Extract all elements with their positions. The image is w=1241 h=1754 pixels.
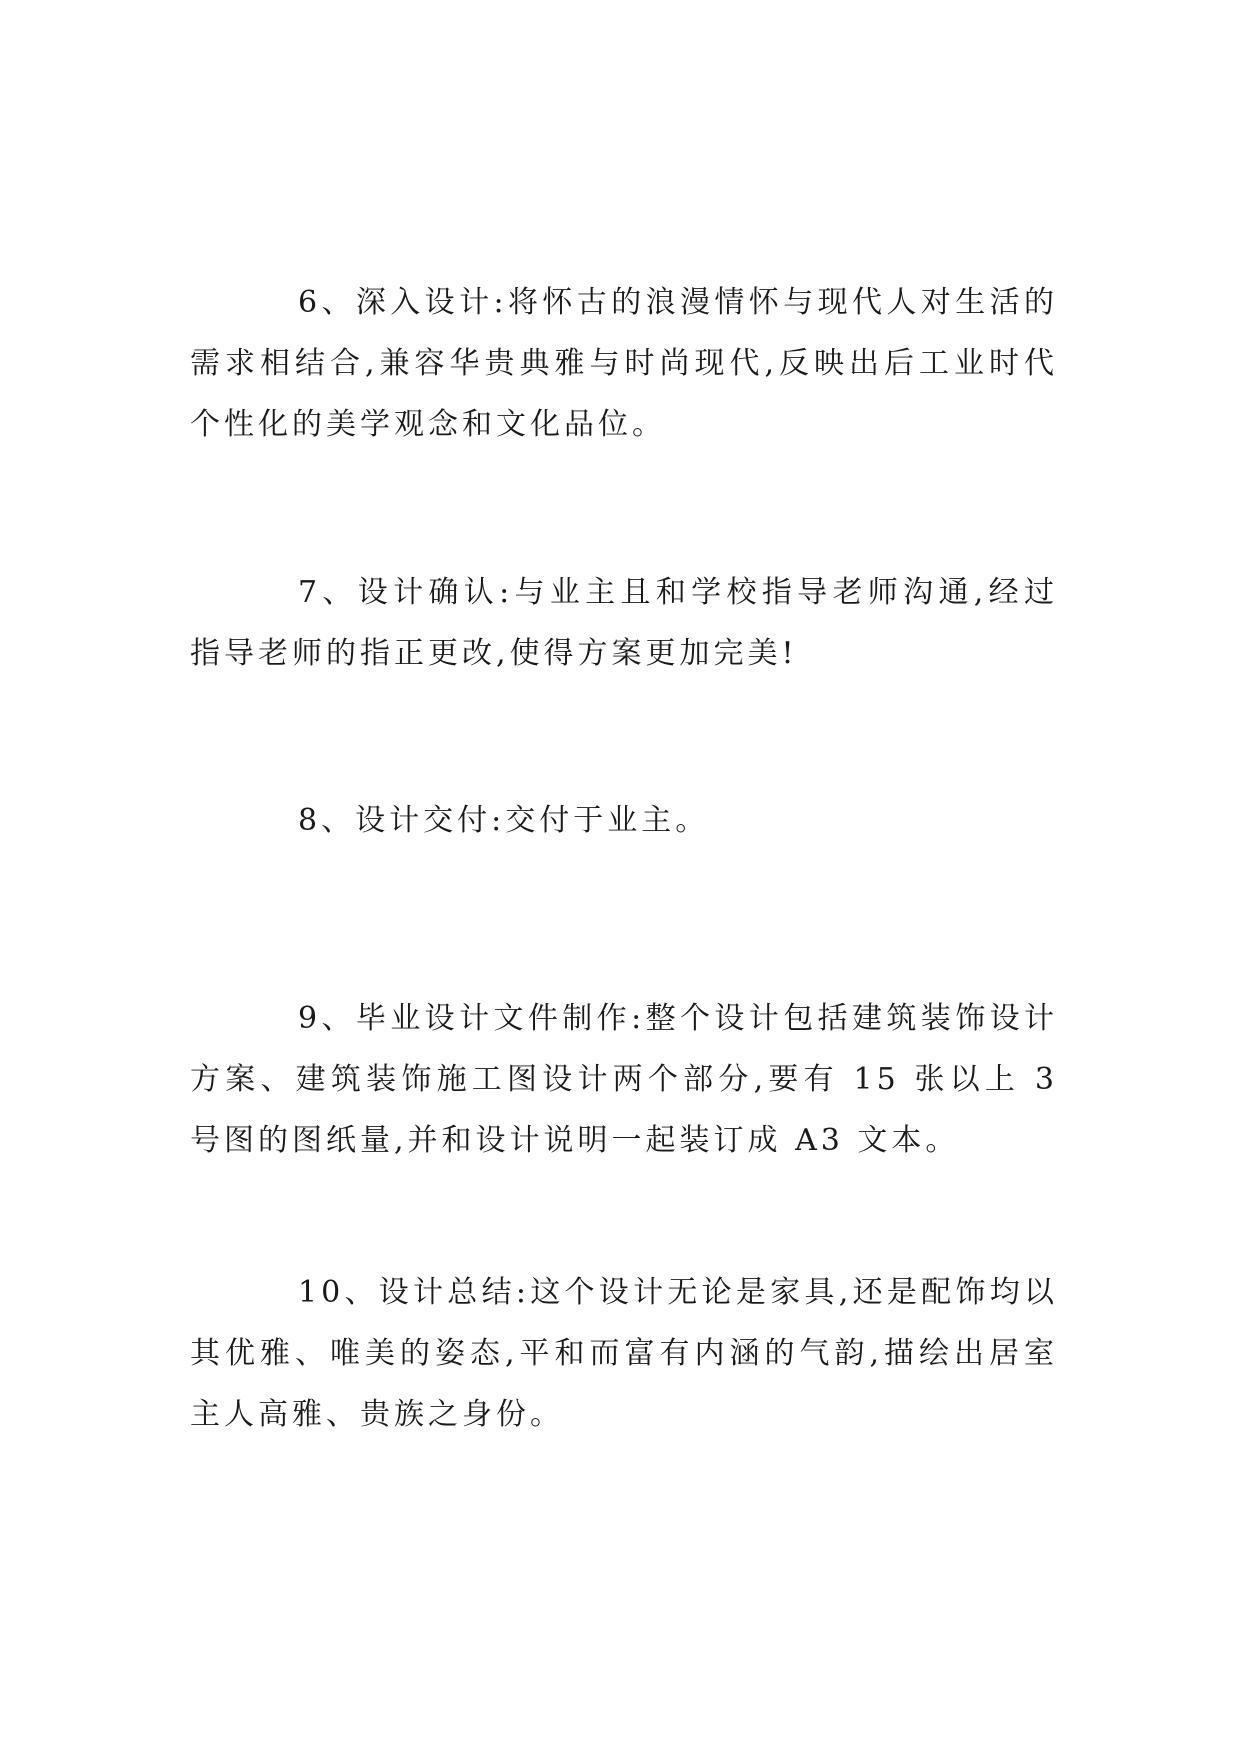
paragraph-6: 6、深入设计:将怀古的浪漫情怀与现代人对生活的需求相结合,兼容华贵典雅与时尚现代,反映出后工业时代个性化的美学观念和文化品位。 <box>190 285 1058 442</box>
paragraph-10: 10、设计总结:这个设计无论是家具,还是配饰均以其优雅、唯美的姿态,平和而富有内涵的气韵,描绘出居室主人高雅、贵族之身份。 <box>190 1275 1058 1432</box>
paragraph-7: 7、设计确认:与业主且和学校指导老师沟通,经过指导老师的指正更改,使得方案更加完美! <box>190 575 1058 671</box>
paragraph-9: 9、毕业设计文件制作:整个设计包括建筑装饰设计方案、建筑装饰施工图设计两个部分,要有 15 张以上 3 号图的图纸量,并和设计说明一起装订成 A3 文本。 <box>190 1001 1058 1158</box>
paragraph-8: 8、设计交付:交付于业主。 <box>298 803 710 838</box>
